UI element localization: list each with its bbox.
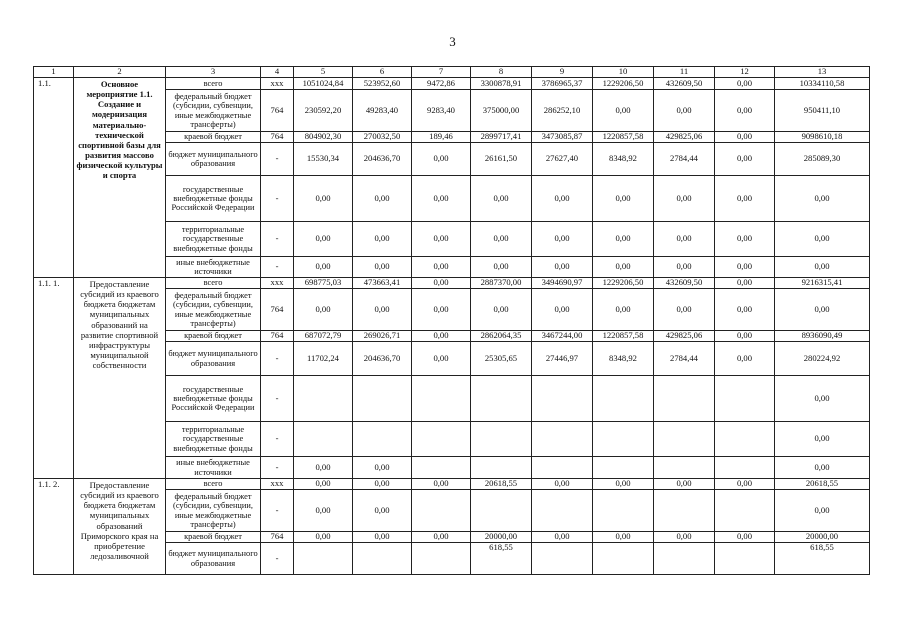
- funding-source: федеральный бюджет (субсидии, субвенции, иные межбюджетные трансферты): [166, 490, 261, 532]
- amount-cell: [532, 376, 593, 422]
- amount-cell: 429825,06: [654, 132, 715, 143]
- amount-cell: 3473085,87: [532, 132, 593, 143]
- amount-cell: 0,00: [471, 222, 532, 257]
- amount-cell: 0,00: [412, 278, 471, 289]
- amount-cell: 0,00: [532, 479, 593, 490]
- amount-cell: 20618,55: [471, 479, 532, 490]
- budget-code: -: [261, 342, 294, 376]
- amount-cell: 0,00: [775, 222, 870, 257]
- amount-cell: [294, 376, 353, 422]
- amount-cell: 0,00: [715, 143, 775, 176]
- amount-cell: [353, 422, 412, 457]
- column-number: 3: [166, 67, 261, 78]
- amount-cell: [654, 490, 715, 532]
- amount-cell: 618,55: [471, 543, 532, 575]
- amount-cell: 2862064,35: [471, 331, 532, 342]
- amount-cell: 0,00: [593, 532, 654, 543]
- amount-cell: 0,00: [532, 222, 593, 257]
- amount-cell: [715, 422, 775, 457]
- amount-cell: 0,00: [471, 289, 532, 331]
- item-number: 1.1. 2.: [34, 479, 74, 575]
- amount-cell: 269026,71: [353, 331, 412, 342]
- amount-cell: 286252,10: [532, 90, 593, 132]
- amount-cell: 687072,79: [294, 331, 353, 342]
- amount-cell: [471, 376, 532, 422]
- amount-cell: 0,00: [715, 289, 775, 331]
- amount-cell: 230592,20: [294, 90, 353, 132]
- amount-cell: [593, 376, 654, 422]
- amount-cell: [294, 422, 353, 457]
- amount-cell: 0,00: [353, 257, 412, 278]
- amount-cell: 698775,03: [294, 278, 353, 289]
- column-number: 10: [593, 67, 654, 78]
- amount-cell: 0,00: [775, 376, 870, 422]
- amount-cell: 0,00: [471, 257, 532, 278]
- funding-source: всего: [166, 78, 261, 90]
- amount-cell: 0,00: [353, 532, 412, 543]
- amount-cell: [532, 543, 593, 575]
- budget-code: -: [261, 543, 294, 575]
- amount-cell: 0,00: [715, 222, 775, 257]
- amount-cell: 0,00: [715, 532, 775, 543]
- item-name: Предоставление субсидий из краевого бюджета бюджетам муниципальных образований на развитие спортивной инфраструктуры муниципальной собственности: [74, 278, 166, 479]
- column-number: 11: [654, 67, 715, 78]
- amount-cell: [412, 457, 471, 479]
- column-number: 4: [261, 67, 294, 78]
- budget-code: ххх: [261, 278, 294, 289]
- funding-source: территориальные государственные внебюджетные фонды: [166, 422, 261, 457]
- budget-code: 764: [261, 331, 294, 342]
- amount-cell: [593, 490, 654, 532]
- amount-cell: 0,00: [353, 289, 412, 331]
- amount-cell: 950411,10: [775, 90, 870, 132]
- amount-cell: 285089,30: [775, 143, 870, 176]
- amount-cell: 0,00: [412, 257, 471, 278]
- amount-cell: 1220857,58: [593, 331, 654, 342]
- amount-cell: 0,00: [353, 490, 412, 532]
- amount-cell: 0,00: [715, 331, 775, 342]
- amount-cell: 0,00: [294, 457, 353, 479]
- amount-cell: 2899717,41: [471, 132, 532, 143]
- amount-cell: 0,00: [654, 532, 715, 543]
- amount-cell: [715, 457, 775, 479]
- column-number: 12: [715, 67, 775, 78]
- budget-code: -: [261, 376, 294, 422]
- budget-code: -: [261, 490, 294, 532]
- amount-cell: 429825,06: [654, 331, 715, 342]
- budget-code: -: [261, 257, 294, 278]
- amount-cell: 3300878,91: [471, 78, 532, 90]
- amount-cell: 3467244,00: [532, 331, 593, 342]
- amount-cell: 2784,44: [654, 342, 715, 376]
- amount-cell: 0,00: [412, 143, 471, 176]
- amount-cell: 0,00: [294, 479, 353, 490]
- amount-cell: 0,00: [532, 257, 593, 278]
- budget-table: [33, 66, 870, 575]
- budget-code: -: [261, 422, 294, 457]
- column-number: 8: [471, 67, 532, 78]
- amount-cell: 0,00: [412, 532, 471, 543]
- amount-cell: [654, 457, 715, 479]
- table-row: [34, 278, 870, 289]
- column-number: 13: [775, 67, 870, 78]
- amount-cell: 0,00: [775, 457, 870, 479]
- amount-cell: [715, 376, 775, 422]
- amount-cell: [593, 422, 654, 457]
- amount-cell: 804902,30: [294, 132, 353, 143]
- amount-cell: 0,00: [294, 490, 353, 532]
- amount-cell: 0,00: [532, 532, 593, 543]
- funding-source: иные внебюджетные источники: [166, 457, 261, 479]
- funding-source: иные внебюджетные источники: [166, 257, 261, 278]
- amount-cell: 0,00: [532, 176, 593, 222]
- amount-cell: [654, 543, 715, 575]
- amount-cell: 20000,00: [471, 532, 532, 543]
- amount-cell: 10334110,58: [775, 78, 870, 90]
- budget-code: 764: [261, 532, 294, 543]
- funding-source: краевой бюджет: [166, 132, 261, 143]
- funding-source: территориальные государственные внебюджетные фонды: [166, 222, 261, 257]
- budget-code: ххх: [261, 78, 294, 90]
- amount-cell: 0,00: [775, 422, 870, 457]
- amount-cell: 0,00: [471, 176, 532, 222]
- amount-cell: 0,00: [353, 479, 412, 490]
- funding-source: краевой бюджет: [166, 532, 261, 543]
- amount-cell: 0,00: [593, 90, 654, 132]
- amount-cell: 8348,92: [593, 342, 654, 376]
- amount-cell: 0,00: [715, 342, 775, 376]
- column-number: 6: [353, 67, 412, 78]
- amount-cell: 0,00: [715, 132, 775, 143]
- funding-source: бюджет муниципального образования: [166, 543, 261, 575]
- item-name: Основное мероприятие 1.1. Создание и модернизация материально-технической спортивной базы для развития массово физической культуры и спорта: [74, 78, 166, 278]
- amount-cell: 0,00: [715, 479, 775, 490]
- budget-code: -: [261, 457, 294, 479]
- amount-cell: 1229206,50: [593, 278, 654, 289]
- funding-source: всего: [166, 479, 261, 490]
- amount-cell: 9098610,18: [775, 132, 870, 143]
- amount-cell: 8348,92: [593, 143, 654, 176]
- item-number: 1.1. 1.: [34, 278, 74, 479]
- amount-cell: 0,00: [294, 532, 353, 543]
- amount-cell: 1229206,50: [593, 78, 654, 90]
- amount-cell: 9283,40: [412, 90, 471, 132]
- amount-cell: 0,00: [715, 257, 775, 278]
- amount-cell: 0,00: [412, 222, 471, 257]
- amount-cell: [353, 543, 412, 575]
- amount-cell: 0,00: [775, 257, 870, 278]
- amount-cell: 0,00: [353, 176, 412, 222]
- amount-cell: [412, 490, 471, 532]
- amount-cell: [471, 490, 532, 532]
- amount-cell: 0,00: [412, 176, 471, 222]
- amount-cell: 523952,60: [353, 78, 412, 90]
- item-number: 1.1.: [34, 78, 74, 278]
- amount-cell: 1220857,58: [593, 132, 654, 143]
- table-row: [34, 479, 870, 490]
- amount-cell: 0,00: [412, 342, 471, 376]
- amount-cell: [654, 422, 715, 457]
- funding-source: бюджет муниципального образования: [166, 342, 261, 376]
- funding-source: федеральный бюджет (субсидии, субвенции, иные межбюджетные трансферты): [166, 289, 261, 331]
- amount-cell: 618,55: [775, 543, 870, 575]
- amount-cell: 0,00: [593, 257, 654, 278]
- amount-cell: 49283,40: [353, 90, 412, 132]
- amount-cell: 0,00: [654, 257, 715, 278]
- amount-cell: 8936090,49: [775, 331, 870, 342]
- amount-cell: 0,00: [294, 289, 353, 331]
- budget-code: 764: [261, 90, 294, 132]
- amount-cell: 20000,00: [775, 532, 870, 543]
- budget-code: 764: [261, 132, 294, 143]
- amount-cell: 473663,41: [353, 278, 412, 289]
- funding-source: краевой бюджет: [166, 331, 261, 342]
- amount-cell: 9472,86: [412, 78, 471, 90]
- column-number: 5: [294, 67, 353, 78]
- amount-cell: 0,00: [294, 176, 353, 222]
- amount-cell: [593, 543, 654, 575]
- amount-cell: 204636,70: [353, 143, 412, 176]
- column-number: 1: [34, 67, 74, 78]
- amount-cell: 0,00: [654, 222, 715, 257]
- table-row: [34, 78, 870, 90]
- amount-cell: 2784,44: [654, 143, 715, 176]
- funding-source: бюджет муниципального образования: [166, 143, 261, 176]
- budget-code: -: [261, 176, 294, 222]
- amount-cell: [532, 422, 593, 457]
- amount-cell: 25305,65: [471, 342, 532, 376]
- amount-cell: [294, 543, 353, 575]
- amount-cell: 20618,55: [775, 479, 870, 490]
- amount-cell: [412, 376, 471, 422]
- amount-cell: 270032,50: [353, 132, 412, 143]
- amount-cell: 432609,50: [654, 278, 715, 289]
- amount-cell: 0,00: [532, 289, 593, 331]
- amount-cell: 0,00: [715, 78, 775, 90]
- amount-cell: 0,00: [593, 176, 654, 222]
- amount-cell: 0,00: [715, 90, 775, 132]
- budget-code: -: [261, 143, 294, 176]
- amount-cell: [471, 422, 532, 457]
- amount-cell: [353, 376, 412, 422]
- amount-cell: 0,00: [353, 457, 412, 479]
- amount-cell: 3786965,37: [532, 78, 593, 90]
- amount-cell: 11702,24: [294, 342, 353, 376]
- amount-cell: 0,00: [775, 176, 870, 222]
- amount-cell: 0,00: [412, 331, 471, 342]
- amount-cell: 3494690,97: [532, 278, 593, 289]
- column-number: 9: [532, 67, 593, 78]
- funding-source: государственные внебюджетные фонды Российской Федерации: [166, 176, 261, 222]
- amount-cell: 0,00: [593, 222, 654, 257]
- amount-cell: 189,46: [412, 132, 471, 143]
- column-number: 2: [74, 67, 166, 78]
- amount-cell: 0,00: [294, 222, 353, 257]
- amount-cell: 204636,70: [353, 342, 412, 376]
- budget-code: ххх: [261, 479, 294, 490]
- amount-cell: 1051024,84: [294, 78, 353, 90]
- amount-cell: 0,00: [775, 490, 870, 532]
- amount-cell: 0,00: [654, 176, 715, 222]
- amount-cell: [532, 457, 593, 479]
- funding-source: всего: [166, 278, 261, 289]
- amount-cell: [412, 422, 471, 457]
- amount-cell: 0,00: [654, 90, 715, 132]
- funding-source: федеральный бюджет (субсидии, субвенции, иные межбюджетные трансферты): [166, 90, 261, 132]
- amount-cell: 27627,40: [532, 143, 593, 176]
- amount-cell: [412, 543, 471, 575]
- amount-cell: 0,00: [775, 289, 870, 331]
- amount-cell: [471, 457, 532, 479]
- amount-cell: 15530,34: [294, 143, 353, 176]
- amount-cell: 432609,50: [654, 78, 715, 90]
- column-number: 7: [412, 67, 471, 78]
- amount-cell: 2887370,00: [471, 278, 532, 289]
- column-number-row: [34, 67, 870, 78]
- funding-source: государственные внебюджетные фонды Российской Федерации: [166, 376, 261, 422]
- amount-cell: [593, 457, 654, 479]
- amount-cell: 280224,92: [775, 342, 870, 376]
- amount-cell: 0,00: [715, 278, 775, 289]
- amount-cell: 0,00: [593, 289, 654, 331]
- amount-cell: [715, 543, 775, 575]
- item-name: Предоставление субсидий из краевого бюджета бюджетам муниципальных образований Приморского края на приобретение ледозаливочной: [74, 479, 166, 575]
- amount-cell: 26161,50: [471, 143, 532, 176]
- amount-cell: 27446,97: [532, 342, 593, 376]
- amount-cell: 0,00: [654, 289, 715, 331]
- amount-cell: 375000,00: [471, 90, 532, 132]
- amount-cell: 0,00: [412, 479, 471, 490]
- amount-cell: [654, 376, 715, 422]
- amount-cell: 9216315,41: [775, 278, 870, 289]
- page-number: 3: [449, 34, 456, 49]
- budget-code: 764: [261, 289, 294, 331]
- amount-cell: 0,00: [654, 479, 715, 490]
- amount-cell: 0,00: [715, 176, 775, 222]
- amount-cell: 0,00: [593, 479, 654, 490]
- amount-cell: [532, 490, 593, 532]
- amount-cell: 0,00: [353, 222, 412, 257]
- budget-code: -: [261, 222, 294, 257]
- amount-cell: 0,00: [412, 289, 471, 331]
- amount-cell: [715, 490, 775, 532]
- amount-cell: 0,00: [294, 257, 353, 278]
